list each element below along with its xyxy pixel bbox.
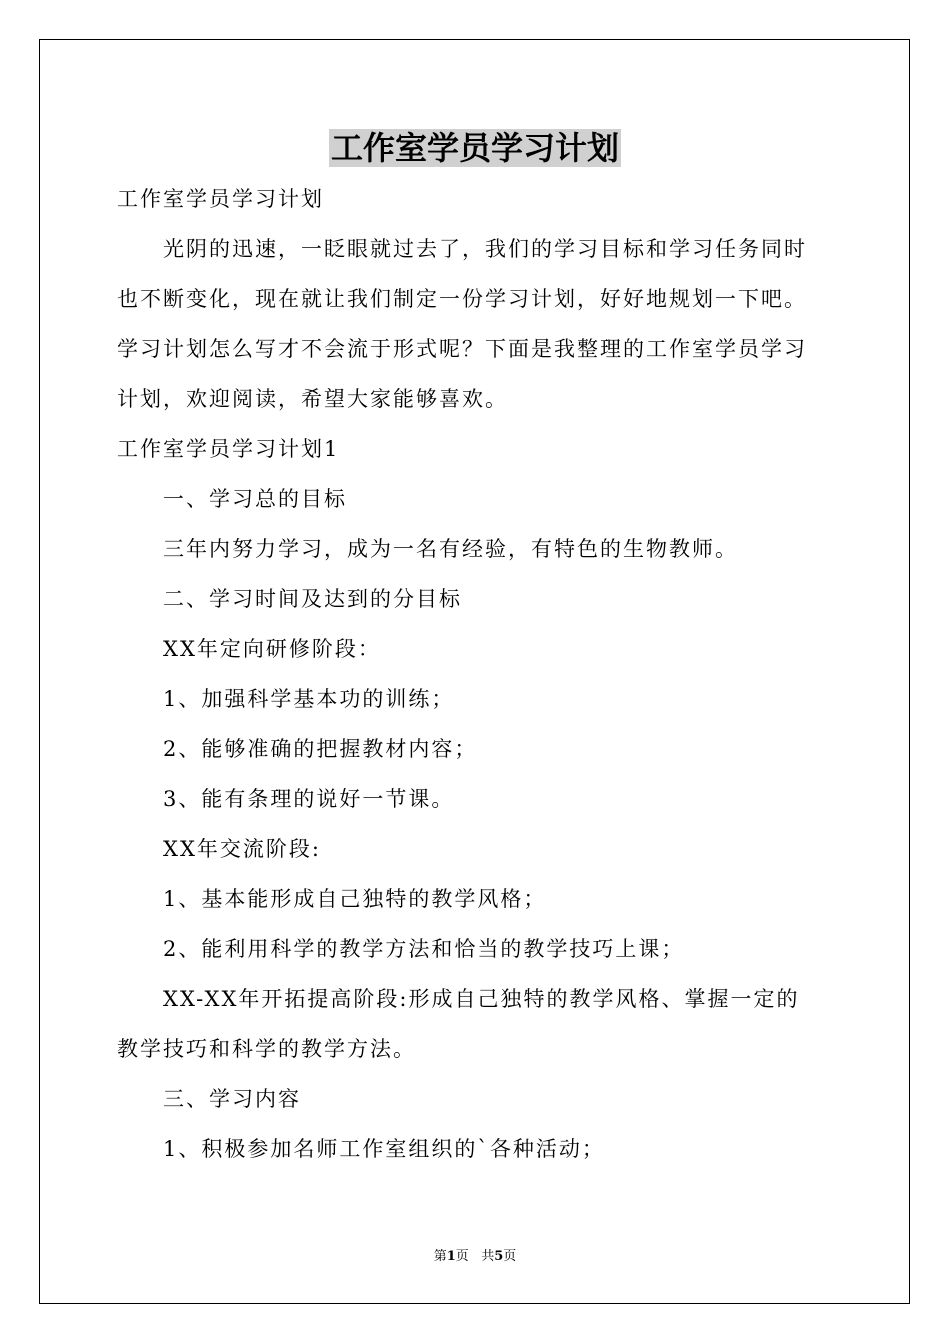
footer-total-pages: 5: [494, 1249, 504, 1264]
list-item: 1、加强科学基本功的训练；: [163, 687, 455, 711]
heading-line: 一、学习总的目标: [163, 487, 347, 511]
paragraph-line: 光阴的迅速，一眨眼就过去了，我们的学习目标和学习任务同时: [163, 237, 807, 261]
footer-page-suffix: 页: [455, 1249, 469, 1264]
paragraph-line: XX-XX年开拓提高阶段:形成自己独特的教学风格、掌握一定的: [163, 987, 800, 1011]
subtitle-line: 工作室学员学习计划: [117, 187, 324, 211]
paragraph-line: 教学技巧和科学的教学方法。: [117, 1037, 416, 1061]
list-item: 1、积极参加名师工作室组织的`各种活动；: [163, 1137, 605, 1161]
footer-total-suffix: 页: [503, 1249, 517, 1264]
footer-page-number: 1: [446, 1249, 456, 1264]
section-heading: 工作室学员学习计划1: [117, 437, 340, 461]
list-item: 1、基本能形成自己独特的教学风格；: [163, 887, 547, 911]
page-border: [39, 39, 910, 1304]
page-footer: [0, 1248, 950, 1266]
document-title: [0, 128, 950, 168]
paragraph-line: XX年交流阶段:: [163, 837, 321, 861]
list-item: 3、能有条理的说好一节课。: [163, 787, 455, 811]
heading-line: 二、学习时间及达到的分目标: [163, 587, 462, 611]
paragraph-line: 计划，欢迎阅读，希望大家能够喜欢。: [117, 387, 508, 411]
paragraph-line: XX年定向研修阶段：: [163, 637, 381, 661]
list-item: 2、能够准确的把握教材内容；: [163, 737, 478, 761]
document-title-text: 工作室学员学习计划: [330, 129, 619, 167]
paragraph-line: 三年内努力学习，成为一名有经验，有特色的生物教师。: [163, 537, 738, 561]
footer-total-prefix: 共: [481, 1249, 495, 1264]
paragraph-line: 学习计划怎么写才不会流于形式呢？下面是我整理的工作室学员学习: [117, 337, 807, 361]
paragraph-line: 也不断变化，现在就让我们制定一份学习计划，好好地规划一下吧。: [117, 287, 807, 311]
list-item: 2、能利用科学的教学方法和恰当的教学技巧上课；: [163, 937, 685, 961]
heading-line: 三、学习内容: [163, 1087, 301, 1111]
footer-page-prefix: 第: [433, 1249, 447, 1264]
